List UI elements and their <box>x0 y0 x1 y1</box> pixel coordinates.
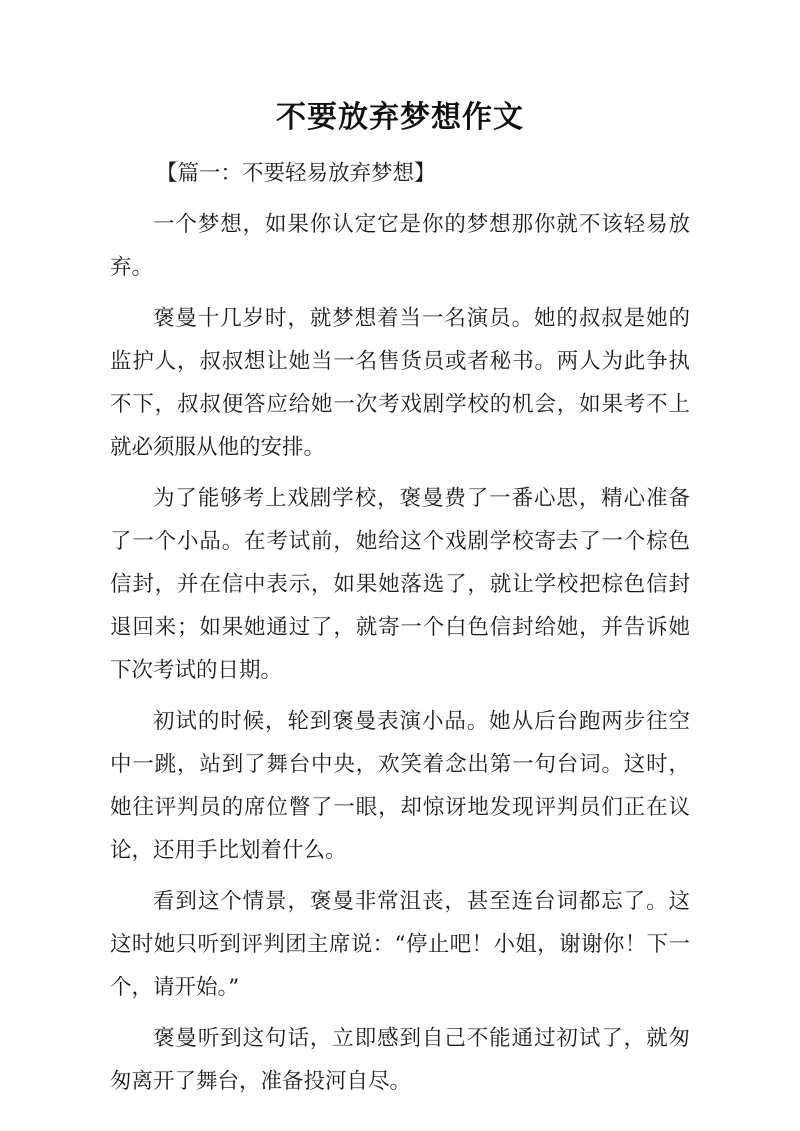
document-body <box>110 152 690 1103</box>
section-heading: 【篇一：不要轻易放弃梦想】 <box>156 161 436 186</box>
paragraph-1: 一个梦想，如果你认定它是你的梦想那你就不该轻易放弃。 <box>110 212 690 280</box>
paragraph-6: 褒曼听到这句话，立即感到自己不能通过初试了，就匆匆离开了舞台，准备投河自尽。 <box>110 1026 690 1094</box>
paragraph-4: 初试的时候，轮到褒曼表演小品。她从后台跑两步往空中一跳，站到了舞台中央，欢笑着念出第一句台词。这时，她往评判员的席位瞥了一眼，却惊讶地发现评判员们正在议论，还用手比划着什么。 <box>110 709 690 863</box>
paragraph-2: 褒曼十几岁时，就梦想着当一名演员。她的叔叔是她的监护人，叔叔想让她当一名售货员或者秘书。两人为此争执不下，叔叔便答应给她一次考戏剧学校的机会，如果考不上就必须服从他的安排。 <box>110 306 690 460</box>
document-title: 不要放弃梦想作文 <box>276 100 524 135</box>
paragraph-5: 看到这个情景，褒曼非常沮丧，甚至连台词都忘了。这这时她只听到评判团主席说：“停止吧！小姐，谢谢你！下一个，请开始。” <box>110 889 690 1000</box>
paragraph-3: 为了能够考上戏剧学校，褒曼费了一番心思，精心准备了一个小品。在考试前，她给这个戏剧学校寄去了一个棕色信封，并在信中表示，如果她落选了，就让学校把棕色信封退回来；如果她通过了，就寄一个白色信封给她，并告诉她下次考试的日期。 <box>110 486 690 683</box>
